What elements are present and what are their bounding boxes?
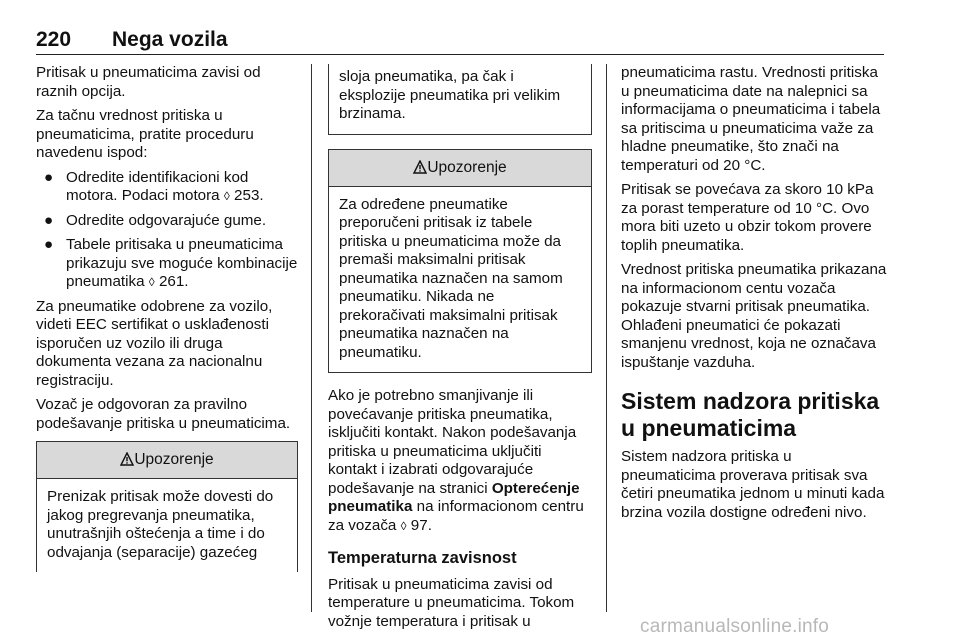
paragraph [328, 387, 592, 535]
paragraph: Vrednost pritiska pneumatika prikazana na informacionom centu vozača pokazuje stvarni pritisak pneumatika. Ohlađeni pneumatici će pokazati smanjenu vrednost, koja ne označava ispuštanje vazduha. [621, 261, 887, 371]
warning-body: Za određene pneumatike preporučeni pritisak iz tabele pritiska u pneumaticima može da premaši maksimalni pritisak pneumatika naznačen na samom pneumatiku. Nikada ne prekoračivati maksimalni pritisak pneumatika naznačen na pneumatiku. [339, 195, 563, 361]
paragraph: Za tačnu vrednost pritiska u pneumaticima, pratite proceduru navedenu ispod: [36, 107, 254, 161]
paragraph-text: na informacionom centru za vozača [328, 498, 584, 534]
page-reference-icon: ◊ [400, 518, 407, 533]
warning-box [328, 149, 592, 374]
bullet-icon: ● [44, 211, 54, 229]
page-header [36, 28, 884, 55]
warning-box-continued [328, 64, 592, 135]
warning-triangle-icon [413, 160, 427, 174]
paragraph: Za pneumatike odobrene za vozilo, videti EEC sertifikat o usklađenosti isporučen uz vozilo ili druga dokumenta vezana za nacionalnu registraciju. [36, 297, 273, 389]
list-item-text: Odredite identifikacioni kod motora. Podaci motora [66, 168, 249, 204]
page-reference-icon: ◊ [148, 275, 155, 289]
page-reference[interactable]: 97. [410, 516, 432, 534]
warning-header [37, 442, 297, 479]
warning-body: sloja pneumatika, pa čak i eksplozije pneumatika pri velikim brzinama. [339, 68, 561, 122]
column-2 [328, 64, 592, 637]
page-number: 220 [36, 28, 72, 51]
column-1 [36, 64, 298, 586]
warning-body: Prenizak pritisak može dovesti do jakog pregrevanja pneumatika, unutrašnjih oštećenja a time i do odvajanja (separacije) gazećeg [47, 488, 274, 561]
warning-title: Upozorenje [427, 158, 507, 176]
column-3 [621, 64, 887, 528]
paragraph-text: Ako je potrebno smanjivanje ili povećavanje pritiska pneumatika, isključiti kontakt. Nakon podešavanja pritiska u pneumaticima uključiti kontakt i izabrati odgovarajuće podešavanje na stranici [328, 387, 577, 497]
bullet-list [36, 169, 298, 292]
paragraph: pneumaticima rastu. Vrednosti pritiska u pneumaticima date na nalepnici sa informacijama o pneumaticima i tabela sa pritiscima u pneumaticima važe za hladne pneumatike, što znači na temperaturi od 20 °C. [621, 64, 881, 174]
section-heading: Sistem nadzora pritiska u pneumaticima [621, 388, 880, 441]
page-reference-icon: ◊ [223, 189, 230, 203]
menu-path: Opterećenje pneumatika [328, 479, 580, 515]
bullet-icon: ● [44, 168, 54, 186]
paragraph: Pritisak u pneumaticima zavisi od temperature u pneumaticima. Tokom vožnje temperatura i pritisak u [328, 575, 575, 630]
list-item-text: Odredite odgovarajuće gume. [66, 211, 267, 229]
warning-box [36, 441, 298, 572]
paragraph: Sistem nadzora pritiska u pneumaticima proverava pritisak sva četiri pneumatika jednom u minuti kada brzina vozila dostigne određeni nivo. [621, 448, 885, 521]
paragraph: Pritisak se povećava za skoro 10 kPa za porast temperature od 10 °C. Ovo mora biti uzeto u obzir tokom provere toplih pneumatika. [621, 181, 874, 254]
list-item [36, 169, 298, 206]
column-divider-right [606, 64, 607, 612]
warning-title: Upozorenje [134, 451, 214, 468]
watermark: carmanualsonline.info [640, 616, 830, 637]
paragraph: Pritisak u pneumaticima zavisi od raznih opcija. [36, 64, 261, 100]
paragraph: Vozač je odgovoran za pravilno podešavanje pritiska u pneumaticima. [36, 396, 291, 432]
page-reference[interactable]: 261. [158, 273, 189, 290]
warning-header [329, 150, 591, 187]
column-divider-left [311, 64, 312, 612]
list-item [36, 212, 298, 231]
subheading: Temperaturna zavisnost [328, 549, 517, 567]
section-title: Nega vozila [112, 28, 228, 51]
list-item [36, 236, 298, 292]
page-reference[interactable]: 253. [234, 187, 264, 204]
warning-triangle-icon [120, 452, 134, 466]
bullet-icon: ● [44, 236, 54, 253]
list-item-text: Tabele pritisaka u pneumaticima prikazuju sve moguće kombinacije pneumatika [66, 236, 298, 290]
